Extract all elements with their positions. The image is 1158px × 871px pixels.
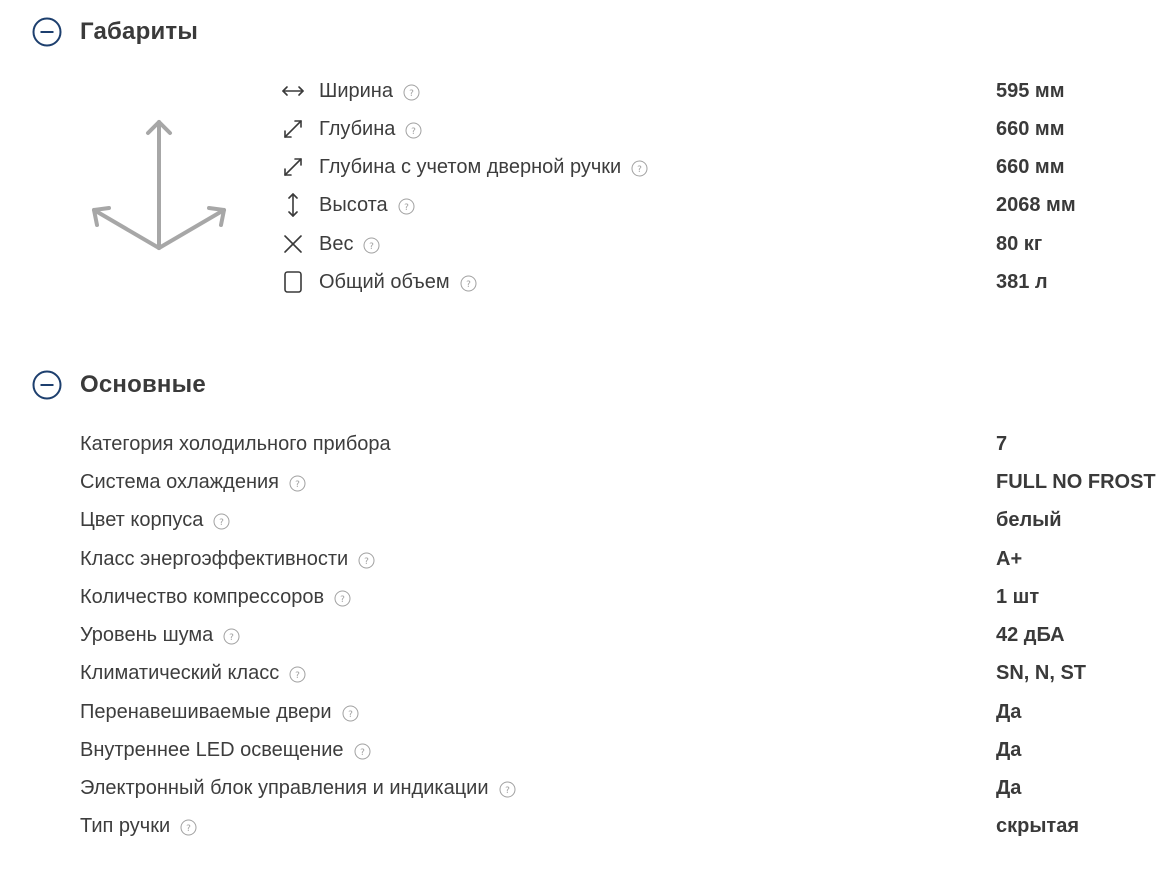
width-arrow-icon xyxy=(281,79,305,103)
spec-row xyxy=(80,546,375,572)
question-circle-icon[interactable] xyxy=(363,237,380,254)
svg-text:?: ? xyxy=(359,747,365,758)
spec-label: Климатический класс xyxy=(80,661,280,684)
svg-text:?: ? xyxy=(409,88,414,99)
weight-cross-icon xyxy=(281,232,305,256)
spec-label: Система охлаждения xyxy=(80,470,280,493)
spec-row-volume xyxy=(281,269,477,295)
spec-value-width: 595 мм xyxy=(996,80,1065,102)
spec-row xyxy=(80,431,391,457)
question-circle-icon[interactable] xyxy=(499,781,516,798)
spec-row xyxy=(80,737,371,763)
svg-text:?: ? xyxy=(403,202,409,213)
spec-value: Да xyxy=(996,777,1022,799)
svg-text:?: ? xyxy=(219,517,225,528)
spec-value: Да xyxy=(996,739,1022,761)
section-title-dimensions: Габариты xyxy=(80,18,199,45)
spec-value: Да xyxy=(996,701,1022,723)
question-circle-icon[interactable] xyxy=(398,198,415,215)
spec-value-height: 2068 мм xyxy=(996,194,1076,216)
spec-row xyxy=(80,469,306,495)
svg-text:?: ? xyxy=(347,709,353,720)
question-circle-icon[interactable] xyxy=(180,819,197,836)
question-circle-icon[interactable] xyxy=(342,705,359,722)
spec-row-depth-with-handle xyxy=(281,154,648,180)
svg-text:?: ? xyxy=(411,126,417,137)
spec-label: Количество компрессоров xyxy=(80,585,325,608)
spec-value: скрытая xyxy=(996,815,1080,837)
spec-row xyxy=(80,813,197,839)
spec-row xyxy=(80,507,230,533)
spec-value-volume: 381 л xyxy=(996,271,1048,293)
spec-value-depth: 660 мм xyxy=(996,118,1065,140)
spec-label: Уровень шума xyxy=(80,623,214,646)
question-circle-icon[interactable] xyxy=(213,513,230,530)
minus-circle-icon[interactable] xyxy=(32,17,62,47)
svg-text:?: ? xyxy=(340,594,345,605)
question-circle-icon[interactable] xyxy=(631,160,648,177)
minus-circle-icon[interactable] xyxy=(32,370,62,400)
spec-value: 42 дБА xyxy=(996,624,1065,646)
spec-label: Вес xyxy=(319,232,354,255)
spec-value: SN, N, ST xyxy=(996,662,1087,684)
question-circle-icon[interactable] xyxy=(403,84,420,101)
spec-value: A+ xyxy=(996,548,1023,570)
svg-text:?: ? xyxy=(465,279,471,290)
question-circle-icon[interactable] xyxy=(223,628,240,645)
spec-label: Высота xyxy=(319,193,388,216)
spec-row-weight xyxy=(281,231,380,257)
spec-row-width xyxy=(281,78,420,104)
question-circle-icon[interactable] xyxy=(405,122,422,139)
svg-text:?: ? xyxy=(637,164,643,175)
question-circle-icon[interactable] xyxy=(334,590,351,607)
spec-label: Общий объем xyxy=(319,270,450,293)
question-circle-icon[interactable] xyxy=(460,275,477,292)
spec-row xyxy=(80,660,306,686)
section-title-main: Основные xyxy=(80,371,206,398)
spec-row xyxy=(80,622,240,648)
spec-label: Класс энергоэффективности xyxy=(80,547,349,570)
question-circle-icon[interactable] xyxy=(358,552,375,569)
question-circle-icon[interactable] xyxy=(354,743,371,760)
spec-label: Ширина xyxy=(319,79,393,102)
depth-arrow-icon xyxy=(281,155,305,179)
3d-axes-icon xyxy=(88,116,230,256)
spec-label: Внутреннее LED освещение xyxy=(80,738,344,761)
spec-value-depth-with-handle: 660 мм xyxy=(996,156,1065,178)
spec-row-depth xyxy=(281,116,422,142)
svg-text:?: ? xyxy=(369,241,375,252)
spec-label: Глубина xyxy=(319,117,396,140)
spec-value-weight: 80 кг xyxy=(996,233,1043,255)
spec-label: Перенавешиваемые двери xyxy=(80,700,332,723)
question-circle-icon[interactable] xyxy=(289,666,306,683)
section-header-dimensions[interactable] xyxy=(32,17,198,47)
spec-label: Категория холодильного прибора xyxy=(80,432,391,455)
height-arrow-icon xyxy=(281,193,305,217)
spec-value: 1 шт xyxy=(996,586,1040,608)
spec-value: белый xyxy=(996,509,1062,531)
spec-value: 7 xyxy=(996,433,1008,455)
svg-text:?: ? xyxy=(504,785,510,796)
section-header-main[interactable] xyxy=(32,370,206,400)
spec-label: Электронный блок управления и индикации xyxy=(80,776,489,799)
spec-label: Глубина с учетом дверной ручки xyxy=(319,155,622,178)
svg-text:?: ? xyxy=(295,670,301,681)
svg-text:?: ? xyxy=(364,556,370,567)
question-circle-icon[interactable] xyxy=(289,475,306,492)
depth-arrow-icon xyxy=(281,117,305,141)
spec-row-height xyxy=(281,192,415,218)
svg-text:?: ? xyxy=(229,632,235,643)
volume-box-icon xyxy=(281,270,305,294)
spec-row xyxy=(80,699,359,725)
spec-row xyxy=(80,775,516,801)
spec-label: Цвет корпуса xyxy=(80,508,204,531)
svg-text:?: ? xyxy=(295,479,300,490)
spec-row xyxy=(80,584,351,610)
svg-text:?: ? xyxy=(186,823,192,834)
spec-value: FULL NO FROST xyxy=(996,471,1156,493)
spec-label: Тип ручки xyxy=(80,814,171,837)
